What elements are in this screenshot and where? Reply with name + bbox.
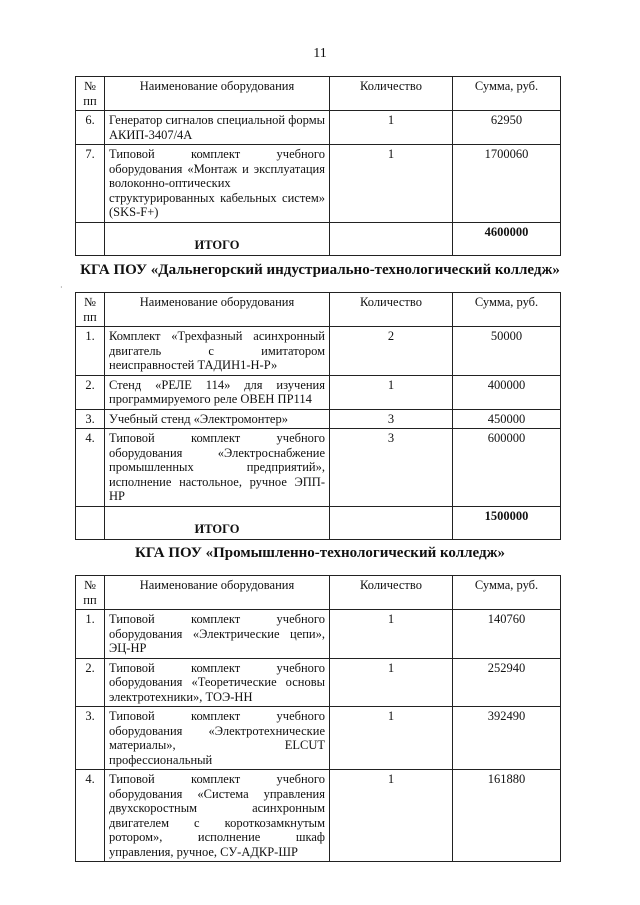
row-sum: 50000 — [453, 327, 561, 376]
table-header-row — [76, 77, 561, 111]
header-name: Наименование оборудования — [105, 77, 330, 111]
total-empty-cell — [330, 506, 453, 539]
row-qty: 1 — [330, 375, 453, 409]
total-empty-cell — [330, 222, 453, 255]
row-num: 3. — [76, 707, 105, 770]
table-row — [76, 707, 561, 770]
table-row — [76, 409, 561, 429]
equipment-table-1 — [75, 76, 561, 256]
total-label: ИТОГО — [105, 222, 330, 255]
row-sum: 600000 — [453, 429, 561, 507]
page-number: 11 — [313, 46, 327, 61]
table-row — [76, 145, 561, 223]
row-qty: 1 — [330, 770, 453, 862]
total-label: ИТОГО — [105, 506, 330, 539]
table-row — [76, 770, 561, 862]
row-sum: 1700060 — [453, 145, 561, 223]
stray-mark: · — [60, 283, 63, 292]
header-qty: Количество — [330, 293, 453, 327]
header-qty: Количество — [330, 576, 453, 610]
row-num: 4. — [76, 429, 105, 507]
row-qty: 3 — [330, 409, 453, 429]
row-num: 1. — [76, 327, 105, 376]
header-sum: Сумма, руб. — [453, 576, 561, 610]
row-num: 2. — [76, 658, 105, 707]
row-num: 1. — [76, 610, 105, 659]
row-sum: 62950 — [453, 111, 561, 145]
row-name: Типовой комплект учебного оборудования «Монтаж и эксплуатация волоконно-оптических структурированных кабельных систем» (SKS-F+) — [105, 145, 330, 223]
row-qty: 1 — [330, 658, 453, 707]
row-sum: 392490 — [453, 707, 561, 770]
table-row — [76, 111, 561, 145]
total-row — [76, 506, 561, 539]
row-sum: 450000 — [453, 409, 561, 429]
row-name: Типовой комплект учебного оборудования «Электротехнические материалы», ELCUT профессиональный — [105, 707, 330, 770]
row-name: Типовой комплект учебного оборудования «Система управления двухскоростным асинхронным двигателем с короткозамкнутым ротором», исполнение шкаф управления, ручное, СУ-АДКР-ШР — [105, 770, 330, 862]
table-row — [76, 658, 561, 707]
total-row — [76, 222, 561, 255]
row-sum: 252940 — [453, 658, 561, 707]
row-name: Типовой комплект учебного оборудования «Электроснабжение промышленных предприятий», исполнение настольное, ручное ЭПП-НР — [105, 429, 330, 507]
row-num: 2. — [76, 375, 105, 409]
row-num: 4. — [76, 770, 105, 862]
row-name: Комплект «Трехфазный асинхронный двигатель с имитатором неисправностей ТАДИН1-Н-Р» — [105, 327, 330, 376]
header-name: Наименование оборудования — [105, 293, 330, 327]
row-qty: 2 — [330, 327, 453, 376]
header-num: № пп — [76, 77, 105, 111]
table-row — [76, 429, 561, 507]
row-qty: 1 — [330, 610, 453, 659]
row-qty: 1 — [330, 111, 453, 145]
total-empty-cell — [76, 222, 105, 255]
header-num: № пп — [76, 293, 105, 327]
total-sum: 1500000 — [453, 506, 561, 539]
table-header-row — [76, 293, 561, 327]
row-qty: 3 — [330, 429, 453, 507]
header-num: № пп — [76, 576, 105, 610]
row-qty: 1 — [330, 707, 453, 770]
row-sum: 161880 — [453, 770, 561, 862]
table-row — [76, 610, 561, 659]
header-name: Наименование оборудования — [105, 576, 330, 610]
table-row — [76, 375, 561, 409]
row-num: 3. — [76, 409, 105, 429]
row-name: Учебный стенд «Электромонтер» — [105, 409, 330, 429]
header-sum: Сумма, руб. — [453, 77, 561, 111]
row-name: Стенд «РЕЛЕ 114» для изучения программируемого реле ОВЕН ПР114 — [105, 375, 330, 409]
equipment-table-2 — [75, 292, 561, 540]
row-name: Типовой комплект учебного оборудования «Теоретические основы электротехники», ТОЭ-НН — [105, 658, 330, 707]
row-name: Типовой комплект учебного оборудования «Электрические цепи», ЭЦ-НР — [105, 610, 330, 659]
row-qty: 1 — [330, 145, 453, 223]
row-sum: 400000 — [453, 375, 561, 409]
row-name: Генератор сигналов специальной формы АКИП-3407/4А — [105, 111, 330, 145]
total-sum: 4600000 — [453, 222, 561, 255]
equipment-table-3 — [75, 575, 561, 862]
header-sum: Сумма, руб. — [453, 293, 561, 327]
table-header-row — [76, 576, 561, 610]
college-title: КГА ПОУ «Дальнегорский индустриально-технологический колледж» — [80, 262, 560, 278]
college-title: КГА ПОУ «Промышленно-технологический колледж» — [135, 545, 505, 561]
table-row — [76, 327, 561, 376]
row-num: 7. — [76, 145, 105, 223]
total-empty-cell — [76, 506, 105, 539]
row-num: 6. — [76, 111, 105, 145]
row-sum: 140760 — [453, 610, 561, 659]
header-qty: Количество — [330, 77, 453, 111]
